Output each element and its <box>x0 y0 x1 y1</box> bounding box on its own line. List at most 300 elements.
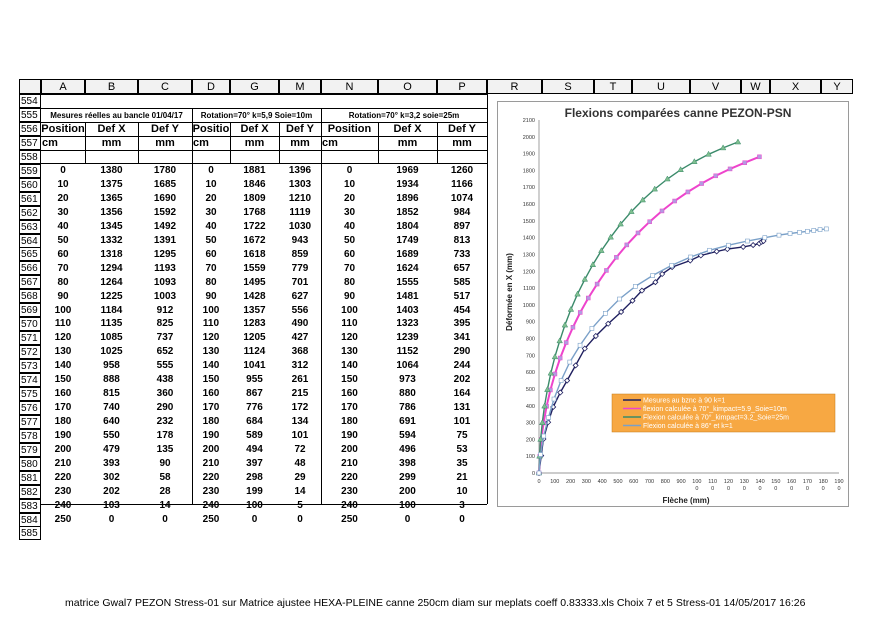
table-cell: 786 <box>399 402 416 414</box>
data-point <box>670 263 674 267</box>
table-cell: 427 <box>291 332 309 344</box>
table-cell: 1210 <box>288 192 312 204</box>
data-point <box>743 161 747 165</box>
table-cell: 312 <box>291 360 309 372</box>
table-cell: 20 <box>343 192 356 204</box>
table-cell: 0 <box>459 513 465 525</box>
table-cell: 1193 <box>154 262 176 274</box>
column-label: Def X <box>97 123 126 135</box>
table-cell: 120 <box>54 332 72 344</box>
row-header[interactable]: 584 <box>19 513 41 527</box>
table-cell: 170 <box>54 402 72 414</box>
table-cell: 48 <box>294 457 306 469</box>
column-header[interactable]: A <box>41 79 85 94</box>
page-footer: matrice Gwal7 PEZON Stress-01 sur Matrice ajustee HEXA-PLEINE canne 250cm diam sur meplats coeff 0.83333.xls Choix 7 et 5 Stress-01 14/05/2017 16:26 <box>65 597 806 609</box>
row-header[interactable]: 576 <box>19 401 41 415</box>
table-cell: 90 <box>205 290 217 302</box>
data-point <box>575 291 581 296</box>
table-cell: 170 <box>202 402 220 414</box>
table-cell: 134 <box>291 416 309 428</box>
table-cell: 100 <box>341 304 358 316</box>
row-header[interactable]: 572 <box>19 345 41 359</box>
y-tick-label: 1100 <box>523 286 535 293</box>
table-cell: 50 <box>57 234 69 246</box>
x-tick-label-row2: 0 <box>774 486 778 492</box>
table-cell: 5 <box>297 499 303 511</box>
data-point <box>546 416 550 420</box>
y-tick-label: 1900 <box>522 151 535 158</box>
y-tick-label: 1400 <box>522 235 535 242</box>
table-cell: 80 <box>205 276 217 288</box>
table-cell: 1184 <box>100 304 123 316</box>
row-header[interactable]: 562 <box>19 206 41 220</box>
table-cell: 58 <box>159 471 171 483</box>
table-cell: 180 <box>202 416 220 428</box>
table-cell: 14 <box>294 485 306 497</box>
row-header[interactable]: 571 <box>19 331 41 345</box>
table-cell: 550 <box>103 430 120 442</box>
table-cell: 230 <box>54 485 72 497</box>
table-cell: 1294 <box>100 262 123 274</box>
x-axis-label: Flèche (mm) <box>662 496 710 505</box>
x-tick-label: 110 <box>708 479 718 485</box>
row-header[interactable]: 564 <box>19 234 41 248</box>
table-cell: 53 <box>456 444 468 455</box>
select-all-corner[interactable] <box>19 79 41 94</box>
table-cell: 60 <box>343 248 356 260</box>
row-header[interactable]: 583 <box>19 499 41 513</box>
row-header[interactable]: 565 <box>19 247 41 261</box>
column-header[interactable]: B <box>85 79 138 94</box>
table-cell: 1264 <box>100 276 123 288</box>
table-cell: 1283 <box>243 318 266 330</box>
table-cell: 1852 <box>396 206 419 218</box>
table-cell: 230 <box>202 485 220 497</box>
column-header[interactable]: W <box>741 79 770 94</box>
table-cell: 454 <box>453 304 471 316</box>
table-cell: 1846 <box>243 178 266 190</box>
column-label: Def X <box>240 123 269 135</box>
table-cell: 30 <box>57 206 69 218</box>
table-cell: 10 <box>57 178 69 190</box>
table-cell: 740 <box>103 402 120 414</box>
data-point <box>660 209 664 213</box>
y-tick-label: 200 <box>525 437 535 444</box>
table-cell: 80 <box>343 276 356 288</box>
table-cell: 1804 <box>396 220 419 232</box>
table-cell: 299 <box>399 471 416 483</box>
table-cell: 1690 <box>153 192 177 204</box>
row-header[interactable]: 570 <box>19 317 41 331</box>
data-point <box>812 228 816 232</box>
table-cell: 701 <box>291 276 309 288</box>
table-cell: 0 <box>108 513 115 525</box>
table-cell: 691 <box>399 416 416 428</box>
table-cell: 589 <box>246 430 263 442</box>
group-title: Rotation=70° k=3,2 soie=25m <box>348 111 460 120</box>
table-cell: 120 <box>202 332 220 344</box>
table-cell: 1205 <box>243 332 266 344</box>
table-cell: 160 <box>341 388 358 400</box>
table-cell: 1380 <box>100 165 123 176</box>
grid-line <box>41 150 487 151</box>
table-cell: 232 <box>156 416 174 428</box>
table-cell: 50 <box>205 234 217 246</box>
table-cell: 737 <box>156 332 174 344</box>
y-tick-label: 600 <box>525 370 535 377</box>
table-cell: 180 <box>54 416 72 428</box>
data-point <box>726 243 730 247</box>
table-cell: 70 <box>57 262 69 274</box>
y-tick-label: 1600 <box>522 202 535 209</box>
table-cell: 164 <box>453 388 471 400</box>
data-point <box>648 220 652 224</box>
column-header[interactable]: S <box>542 79 594 94</box>
table-cell: 1768 <box>243 206 266 218</box>
table-cell: 103 <box>103 499 120 511</box>
table-cell: 100 <box>54 304 72 316</box>
row-header[interactable]: 556 <box>19 122 41 136</box>
x-tick-label: 190 <box>834 479 844 485</box>
table-cell: 867 <box>246 388 263 400</box>
data-point <box>552 397 556 401</box>
table-cell: 190 <box>341 430 358 442</box>
row-header[interactable]: 575 <box>19 387 41 401</box>
row-header[interactable]: 555 <box>19 108 41 122</box>
table-cell: 150 <box>54 374 72 386</box>
table-cell: 29 <box>294 471 306 483</box>
column-header[interactable]: X <box>770 79 821 94</box>
table-cell: 1555 <box>396 276 419 288</box>
table-cell: 393 <box>103 457 120 469</box>
row-header[interactable]: 577 <box>19 415 41 429</box>
data-point <box>728 167 732 171</box>
table-cell: 1041 <box>243 360 266 372</box>
data-point <box>798 230 802 234</box>
data-point <box>595 282 599 286</box>
column-label: Positio <box>192 123 230 135</box>
table-cell: 1881 <box>243 165 266 176</box>
x-tick-label: 100 <box>550 479 560 485</box>
data-point <box>651 273 655 277</box>
data-point <box>708 248 712 252</box>
table-cell: 955 <box>246 374 263 386</box>
row-header[interactable]: 579 <box>19 443 41 457</box>
table-cell: 1152 <box>396 346 419 358</box>
table-cell: 776 <box>246 402 263 414</box>
legend-label: Flexion calculée à 86° et k=1 <box>643 423 733 430</box>
table-cell: 1624 <box>396 262 419 274</box>
x-tick-label: 500 <box>613 479 623 485</box>
table-cell: 1085 <box>100 332 123 344</box>
column-header[interactable]: R <box>487 79 542 94</box>
data-point <box>788 231 792 235</box>
table-cell: 130 <box>54 346 72 358</box>
table-cell: 140 <box>54 360 72 372</box>
table-cell: 302 <box>103 471 120 483</box>
table-cell: 1260 <box>450 165 474 176</box>
column-label: Def Y <box>448 123 476 135</box>
data-point <box>568 306 574 311</box>
table-cell: 1030 <box>288 220 312 232</box>
table-cell: 135 <box>156 444 174 455</box>
x-tick-label-row2: 0 <box>758 486 762 492</box>
column-header[interactable]: V <box>690 79 741 94</box>
row-header[interactable]: 563 <box>19 220 41 234</box>
table-cell: 1896 <box>396 192 419 204</box>
y-tick-label: 2000 <box>522 134 535 141</box>
data-point <box>745 239 749 243</box>
data-point <box>633 284 637 288</box>
x-tick-label: 900 <box>676 479 686 485</box>
y-tick-label: 500 <box>525 386 535 393</box>
table-cell: 1685 <box>153 178 177 190</box>
data-point <box>751 243 756 248</box>
table-cell: 90 <box>343 290 356 302</box>
table-cell: 517 <box>453 290 471 302</box>
x-tick-label: 150 <box>771 479 781 485</box>
row-header[interactable]: 580 <box>19 457 41 471</box>
column-label: Position <box>41 123 85 135</box>
table-cell: 1428 <box>243 290 266 302</box>
table-cell: 199 <box>246 485 263 497</box>
table-cell: 220 <box>341 471 358 483</box>
y-tick-label: 1700 <box>522 185 535 192</box>
table-cell: 1391 <box>153 234 177 246</box>
table-cell: 110 <box>202 318 220 330</box>
table-cell: 1345 <box>100 220 123 232</box>
table-cell: 240 <box>341 499 358 511</box>
table-cell: 170 <box>341 402 358 414</box>
x-tick-label-row2: 0 <box>726 486 731 492</box>
y-tick-label: 1300 <box>522 252 535 259</box>
table-cell: 1689 <box>396 248 419 260</box>
y-tick-label: 1200 <box>522 269 535 276</box>
table-cell: 880 <box>399 388 416 400</box>
table-cell: 733 <box>453 248 471 260</box>
row-header[interactable]: 558 <box>19 150 41 164</box>
table-cell: 1074 <box>450 192 474 204</box>
table-cell: 627 <box>291 290 309 302</box>
table-cell: 813 <box>453 234 471 246</box>
table-cell: 250 <box>341 513 358 525</box>
y-tick-label: 100 <box>525 454 535 461</box>
table-cell: 180 <box>341 416 358 428</box>
data-point <box>673 199 677 203</box>
column-header[interactable]: G <box>230 79 279 94</box>
table-cell: 210 <box>202 457 220 469</box>
data-point <box>689 255 693 259</box>
table-cell: 397 <box>246 457 263 469</box>
table-cell: 140 <box>341 360 358 372</box>
chart-container[interactable] <box>497 101 849 507</box>
row-header[interactable]: 585 <box>19 526 41 540</box>
data-point <box>604 268 608 272</box>
table-cell: 1239 <box>396 332 419 344</box>
data-point <box>763 236 767 240</box>
row-header[interactable]: 573 <box>19 359 41 373</box>
unit-label: mm <box>244 137 265 149</box>
table-cell: 210 <box>341 457 358 469</box>
table-cell: 0 <box>60 165 66 176</box>
table-cell: 825 <box>156 318 174 330</box>
data-point <box>805 229 809 233</box>
table-cell: 652 <box>156 346 174 358</box>
row-header[interactable]: 554 <box>19 94 41 108</box>
row-header[interactable]: 567 <box>19 275 41 289</box>
table-cell: 479 <box>103 444 120 455</box>
table-cell: 101 <box>453 416 471 428</box>
unit-label: cm <box>322 137 338 149</box>
chart-title: Flexions comparées canne PEZON-PSN <box>564 106 792 120</box>
data-point <box>625 243 629 247</box>
table-cell: 640 <box>103 416 120 428</box>
table-cell: 10 <box>343 178 356 190</box>
table-cell: 290 <box>453 346 471 358</box>
table-cell: 120 <box>341 332 358 344</box>
table-cell: 897 <box>453 220 471 232</box>
data-point <box>603 311 607 315</box>
column-label: Def Y <box>286 123 314 135</box>
row-header[interactable]: 578 <box>19 429 41 443</box>
table-cell: 555 <box>156 360 174 372</box>
row-header[interactable]: 569 <box>19 303 41 317</box>
series-line <box>539 229 826 473</box>
column-header[interactable]: P <box>437 79 487 94</box>
unit-label: mm <box>452 137 472 149</box>
x-tick-label-row2: 0 <box>821 486 825 492</box>
row-header[interactable]: 582 <box>19 485 41 499</box>
table-cell: 30 <box>343 206 356 218</box>
table-cell: 220 <box>202 471 220 483</box>
legend-label: flexion calculée à 70°_kimpact=5.9_Soie=10m <box>643 406 787 413</box>
x-tick-label-row2: 0 <box>837 486 841 492</box>
grid-line <box>41 94 487 95</box>
column-label: Position <box>327 123 372 135</box>
table-cell: 1672 <box>243 234 266 246</box>
table-cell: 943 <box>291 234 309 246</box>
column-header[interactable]: Y <box>821 79 853 94</box>
table-cell: 150 <box>202 374 220 386</box>
table-cell: 150 <box>341 374 358 386</box>
table-cell: 200 <box>399 485 416 497</box>
table-cell: 28 <box>159 485 171 497</box>
table-cell: 160 <box>202 388 220 400</box>
table-cell: 1225 <box>100 290 123 302</box>
table-cell: 0 <box>162 513 168 525</box>
y-tick-label: 1500 <box>522 218 535 225</box>
table-cell: 1135 <box>100 318 123 330</box>
row-header[interactable]: 560 <box>19 178 41 192</box>
x-tick-label: 160 <box>787 479 797 485</box>
table-cell: 496 <box>399 444 416 455</box>
data-point <box>686 190 690 194</box>
row-header[interactable]: 574 <box>19 373 41 387</box>
row-header[interactable]: 568 <box>19 289 41 303</box>
table-cell: 215 <box>291 388 309 400</box>
table-cell: 261 <box>291 374 309 386</box>
table-cell: 200 <box>341 444 358 455</box>
table-cell: 1357 <box>243 304 266 316</box>
column-header[interactable]: T <box>594 79 632 94</box>
data-point <box>700 182 704 186</box>
table-cell: 1318 <box>100 248 123 260</box>
data-point <box>714 249 719 254</box>
x-tick-label: 600 <box>629 479 639 485</box>
data-point <box>571 325 575 329</box>
table-cell: 90 <box>159 457 171 469</box>
table-cell: 1332 <box>100 234 123 246</box>
table-cell: 14 <box>159 499 171 511</box>
y-axis-label: Déformée en X (mm) <box>505 253 514 331</box>
table-cell: 240 <box>202 499 220 511</box>
table-cell: 368 <box>291 346 309 358</box>
table-cell: 1618 <box>243 248 266 260</box>
table-cell: 1119 <box>289 206 311 218</box>
column-header[interactable]: N <box>321 79 378 94</box>
row-header[interactable]: 557 <box>19 136 41 150</box>
unit-label: mm <box>290 137 310 149</box>
table-cell: 10 <box>205 178 217 190</box>
data-point <box>818 228 822 232</box>
table-cell: 1303 <box>288 178 312 190</box>
x-tick-label: 400 <box>597 479 607 485</box>
unit-label: mm <box>155 137 175 149</box>
table-cell: 341 <box>453 332 471 344</box>
table-cell: 585 <box>453 276 471 288</box>
table-cell: 1403 <box>396 304 419 316</box>
column-header[interactable]: C <box>138 79 192 94</box>
data-point <box>539 453 543 457</box>
y-tick-label: 1000 <box>522 302 535 309</box>
table-cell: 40 <box>205 220 217 232</box>
table-cell: 250 <box>54 513 72 525</box>
data-point <box>568 360 572 364</box>
table-cell: 230 <box>341 485 358 497</box>
table-cell: 490 <box>291 318 309 330</box>
table-cell: 594 <box>399 430 416 442</box>
table-cell: 556 <box>291 304 309 316</box>
data-point <box>557 338 563 343</box>
data-point <box>562 322 568 327</box>
column-header[interactable]: O <box>378 79 437 94</box>
table-cell: 72 <box>294 444 306 455</box>
table-cell: 1375 <box>100 178 123 190</box>
column-label: Def Y <box>151 123 179 135</box>
row-header[interactable]: 581 <box>19 471 41 485</box>
table-cell: 298 <box>246 471 263 483</box>
table-cell: 912 <box>156 304 174 316</box>
row-header[interactable]: 559 <box>19 164 41 178</box>
table-cell: 202 <box>103 485 120 497</box>
table-cell: 200 <box>54 444 72 455</box>
table-cell: 1592 <box>153 206 177 218</box>
table-cell: 779 <box>291 262 309 274</box>
x-tick-label: 100 <box>692 479 702 485</box>
table-cell: 75 <box>456 430 468 442</box>
column-header[interactable]: D <box>192 79 230 94</box>
column-header[interactable]: M <box>279 79 321 94</box>
column-header[interactable]: U <box>632 79 690 94</box>
row-header[interactable]: 561 <box>19 192 41 206</box>
table-cell: 438 <box>156 374 174 386</box>
chart-svg <box>498 102 848 506</box>
data-point <box>614 255 618 259</box>
x-tick-label: 140 <box>755 479 765 485</box>
unit-label: cm <box>193 137 209 149</box>
row-header[interactable]: 566 <box>19 261 41 275</box>
table-cell: 1809 <box>243 192 266 204</box>
